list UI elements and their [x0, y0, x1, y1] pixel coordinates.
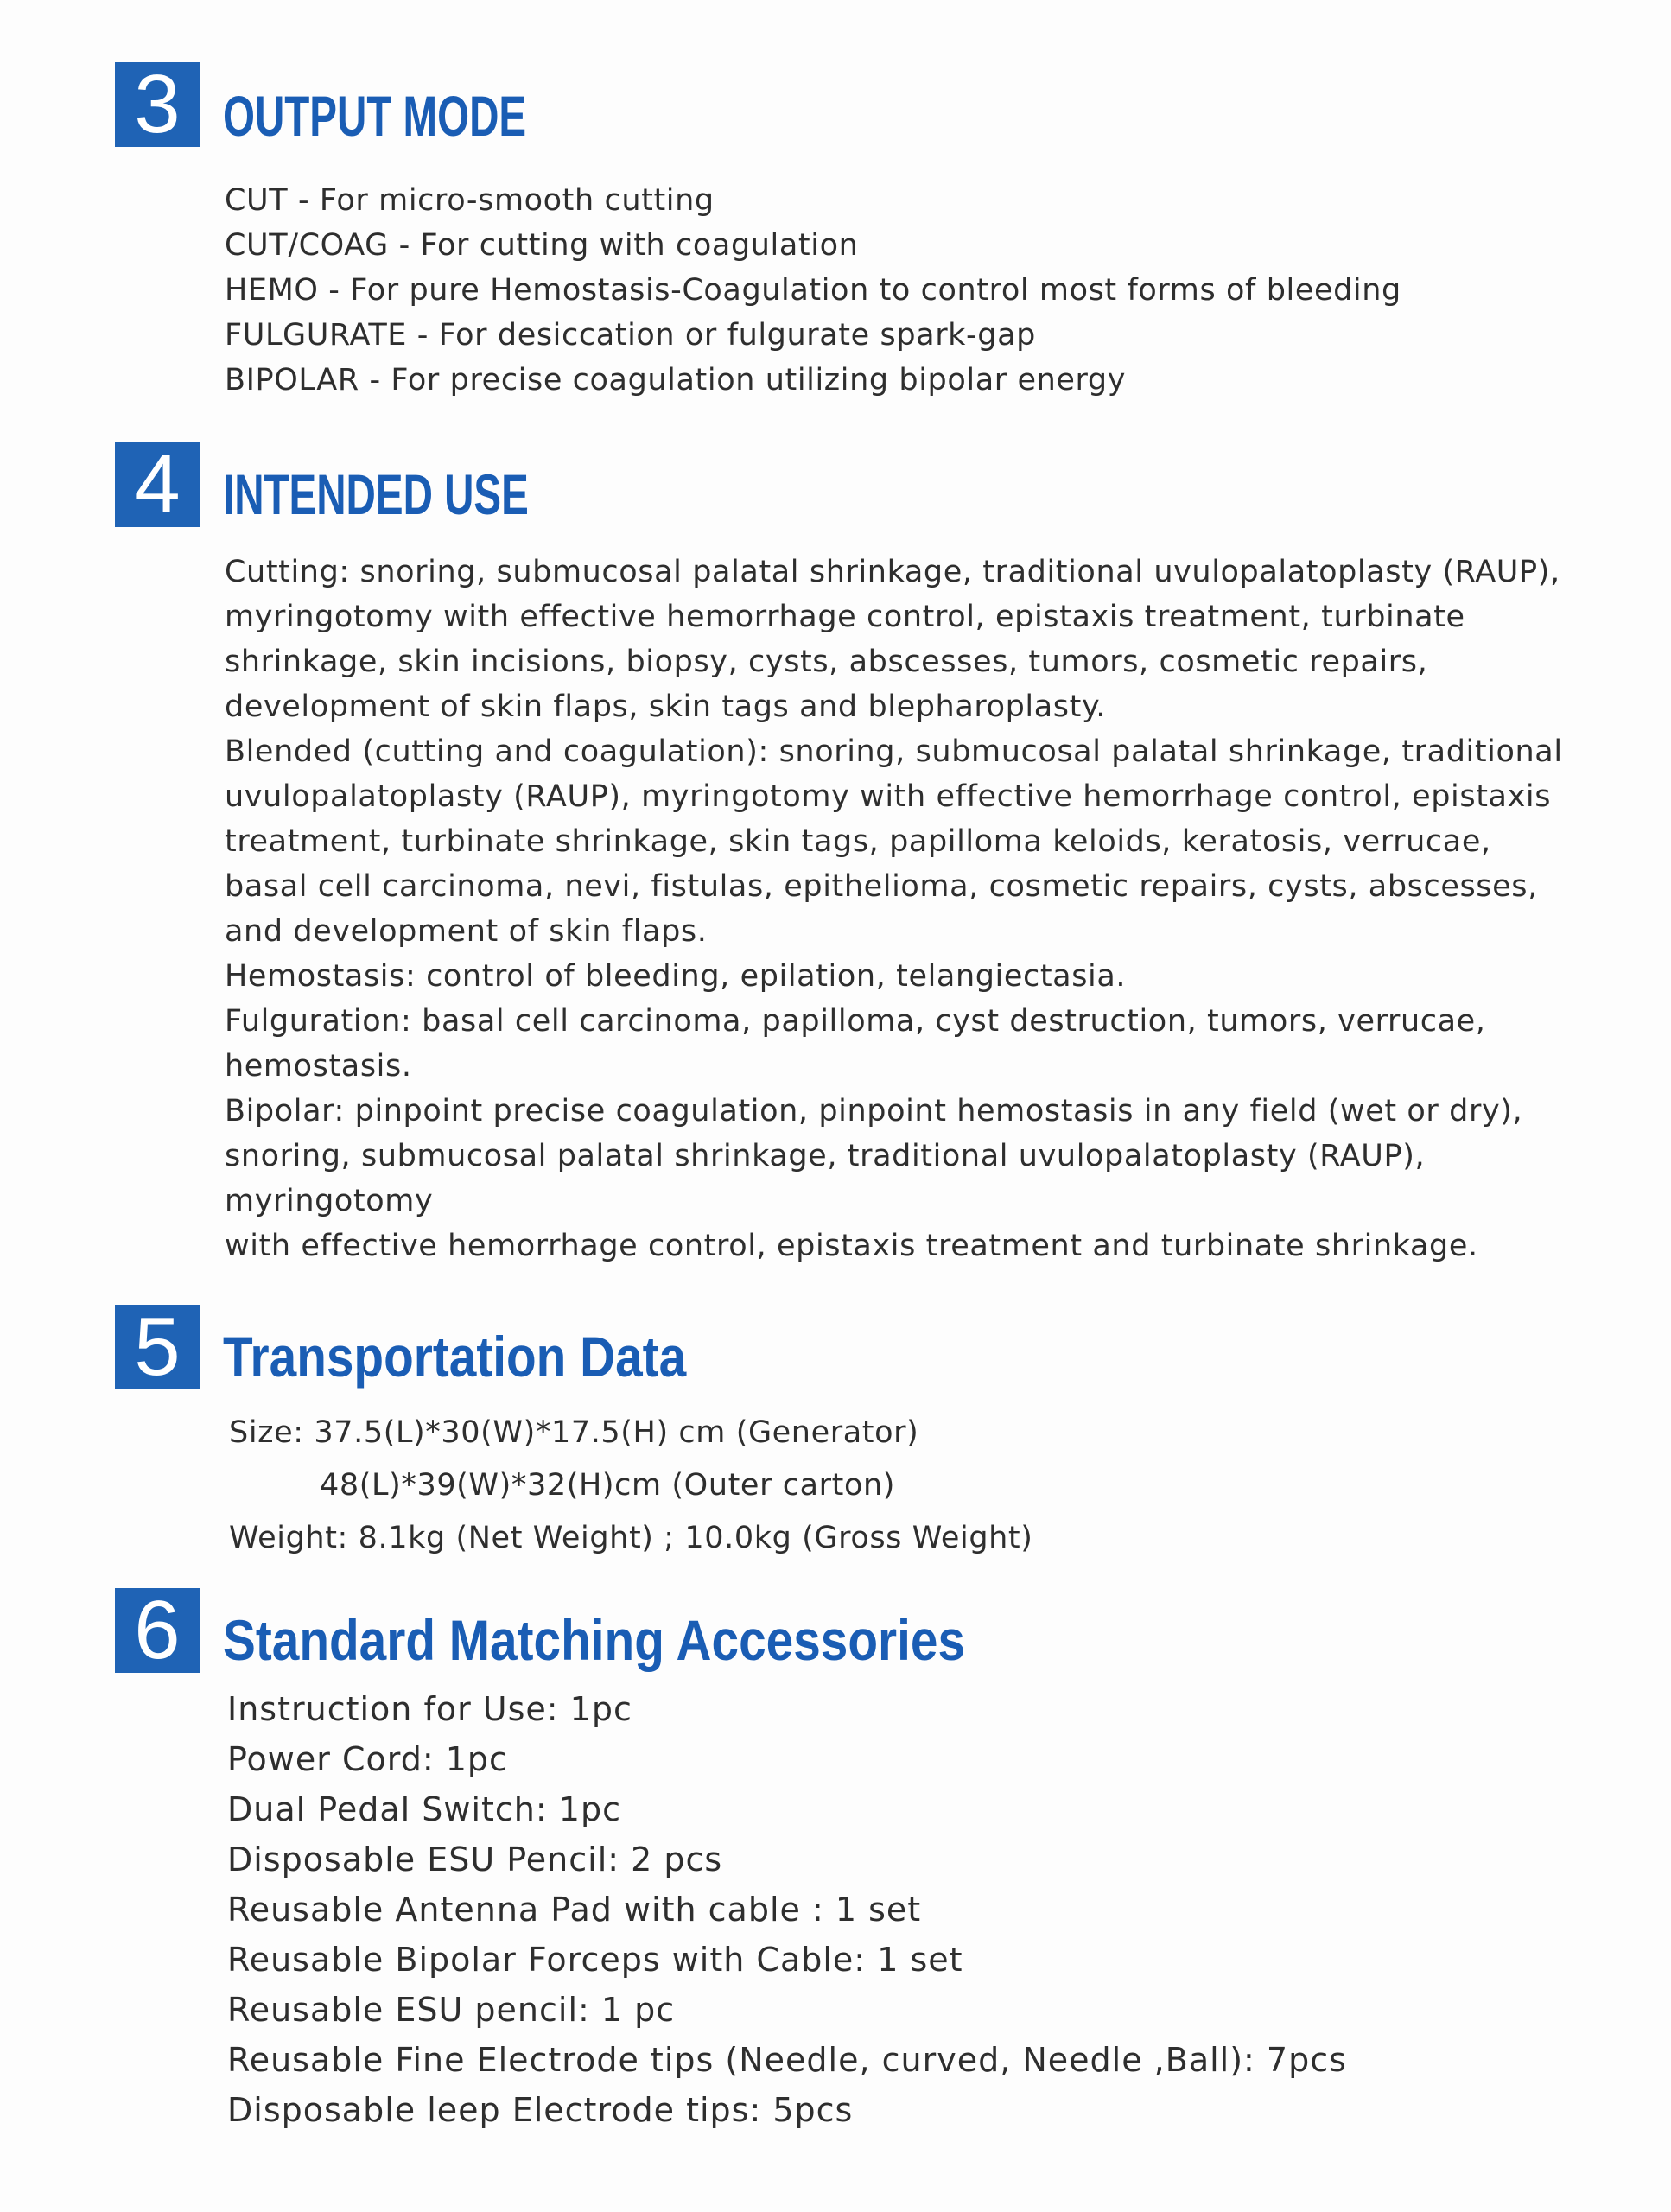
- intended-use-line: development of skin flaps, skin tags and blepharoplasty.: [225, 690, 1107, 724]
- accessory-item: Dual Pedal Switch: 1pc: [227, 1790, 621, 1828]
- section-title-transportation: Transportation Data: [223, 1325, 687, 1389]
- section-title-output-mode: OUTPUT MODE: [223, 84, 527, 148]
- transportation-line: Size: 37.5(L)*30(W)*17.5(H) cm (Generator): [229, 1415, 919, 1450]
- intended-use-line: Blended (cutting and coagulation): snoring, submucosal palatal shrinkage, traditional: [225, 734, 1563, 769]
- intended-use-line: treatment, turbinate shrinkage, skin tags, papilloma keloids, keratosis, verrucae,: [225, 824, 1491, 859]
- intended-use-line: with effective hemorrhage control, epistaxis treatment and turbinate shrinkage.: [225, 1229, 1478, 1263]
- intended-use-line: Cutting: snoring, submucosal palatal shrinkage, traditional uvulopalatoplasty (RAUP),: [225, 555, 1560, 589]
- transportation-line: Weight: 8.1kg (Net Weight) ; 10.0kg (Gross Weight): [229, 1521, 1033, 1555]
- output-mode-line: BIPOLAR - For precise coagulation utilizing bipolar energy: [225, 363, 1127, 397]
- accessory-item: Reusable Antenna Pad with cable : 1 set: [227, 1891, 922, 1929]
- section-number-3: 3: [115, 62, 200, 147]
- section-number-6: 6: [115, 1588, 200, 1673]
- intended-use-line: Bipolar: pinpoint precise coagulation, pinpoint hemostasis in any field (wet or dry),: [225, 1094, 1523, 1128]
- intended-use-line: and development of skin flaps.: [225, 914, 708, 949]
- intended-use-line: Fulguration: basal cell carcinoma, papilloma, cyst destruction, tumors, verrucae,: [225, 1004, 1486, 1039]
- section-title-accessories: Standard Matching Accessories: [223, 1608, 966, 1672]
- output-mode-line: FULGURATE - For desiccation or fulgurate spark-gap: [225, 318, 1036, 353]
- accessory-item: Reusable Bipolar Forceps with Cable: 1 set: [227, 1941, 963, 1979]
- transportation-line: 48(L)*39(W)*32(H)cm (Outer carton): [320, 1468, 896, 1503]
- intended-use-line: basal cell carcinoma, nevi, fistulas, epithelioma, cosmetic repairs, cysts, abscesses,: [225, 869, 1538, 904]
- intended-use-line: myringotomy: [225, 1184, 434, 1218]
- section-number-4: 4: [115, 442, 200, 527]
- accessory-item: Reusable Fine Electrode tips (Needle, curved, Needle ,Ball): 7pcs: [227, 2041, 1347, 2079]
- intended-use-line: Hemostasis: control of bleeding, epilation, telangiectasia.: [225, 959, 1127, 994]
- accessory-item: Disposable ESU Pencil: 2 pcs: [227, 1840, 723, 1878]
- intended-use-line: myringotomy with effective hemorrhage control, epistaxis treatment, turbinate: [225, 600, 1465, 634]
- intended-use-line: uvulopalatoplasty (RAUP), myringotomy with effective hemorrhage control, epistaxis: [225, 779, 1552, 814]
- section-number-5: 5: [115, 1305, 200, 1389]
- accessory-item: Disposable leep Electrode tips: 5pcs: [227, 2091, 854, 2129]
- intended-use-line: snoring, submucosal palatal shrinkage, traditional uvulopalatoplasty (RAUP),: [225, 1139, 1426, 1173]
- intended-use-line: shrinkage, skin incisions, biopsy, cysts, abscesses, tumors, cosmetic repairs,: [225, 645, 1428, 679]
- output-mode-line: CUT/COAG - For cutting with coagulation: [225, 228, 859, 263]
- accessory-item: Reusable ESU pencil: 1 pc: [227, 1991, 676, 2029]
- accessory-item: Power Cord: 1pc: [227, 1740, 508, 1778]
- intended-use-line: hemostasis.: [225, 1049, 412, 1084]
- output-mode-line: CUT - For micro-smooth cutting: [225, 183, 715, 218]
- output-mode-line: HEMO - For pure Hemostasis-Coagulation to control most forms of bleeding: [225, 273, 1401, 308]
- section-title-intended-use: INTENDED USE: [223, 462, 529, 526]
- accessory-item: Instruction for Use: 1pc: [227, 1690, 632, 1728]
